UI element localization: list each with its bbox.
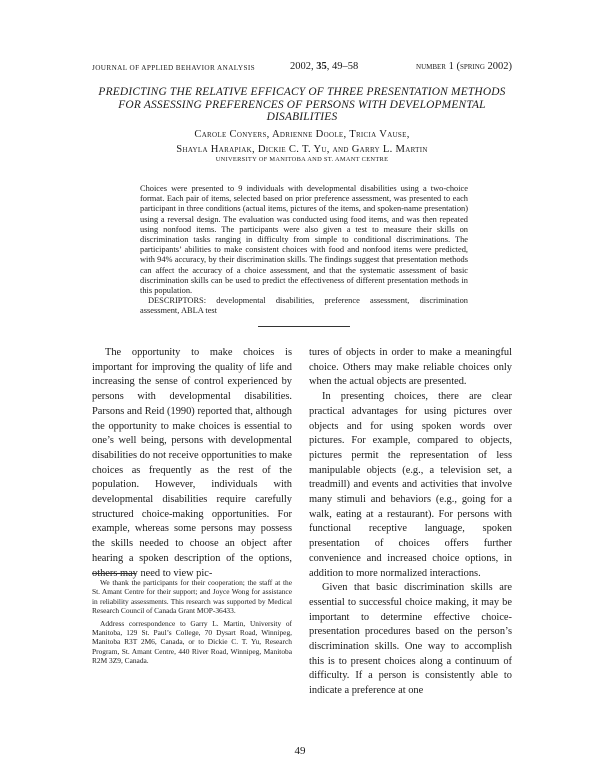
author-line-1: Carole Conyers, Adrienne Doole, Tricia Vause, <box>194 129 410 140</box>
body-column-left <box>92 346 292 581</box>
body-column-right <box>309 346 512 699</box>
descriptors: DESCRIPTORS: developmental disabilities, preference assessment, discrimination assessment, ABLA test <box>140 296 468 316</box>
body-paragraph: Given that basic discrimination skills are essential to successful choice making, it may be important to determine effective choice-presentation procedures based on the person’s discrimination skills. One way to accomplish this is to present choices along a continuum of difficulty. If a person is consistently able to indicate a preference at one <box>309 582 512 697</box>
section-divider <box>258 326 350 327</box>
journal-name: JOURNAL OF APPLIED BEHAVIOR ANALYSIS <box>92 64 256 72</box>
abstract-text: Choices were presented to 9 individuals with developmental disabilities using a two-choice format. Each pair of items, selected based on prior preference assessment, was presented to each participant in three conditions (actual items, pictures of the items, and spoken-name presentation) using a reversal design. The evaluation was conducted using food items, and was then repeated using nonfood items. The participants were also given a test to measure their skills on discrimination tasks ranging in difficulty from simple to conditional discriminations. The participants’ abilities to make consistent choices with food and nonfood items were predicted, with 94% accuracy, by their discrimination skills. The findings suggest that presentation methods can affect the accuracy of a choice assessment, and that the systematic assessment of basic discrimination skills can be used to predict the effectiveness of different presentation methods in this population. <box>140 184 468 296</box>
citation-volume: 35 <box>316 61 327 72</box>
article-title: PREDICTING THE RELATIVE EFFICACY OF THREE PRESENTATION METHODS FOR ASSESSING PREFERENCES OF PERSONS WITH DEVELOPMENTAL DISABILITIES <box>98 86 506 124</box>
author-line-2: Shayla Harapiak, Dickie C. T. Yu, and Garry L. Martin <box>176 144 428 155</box>
issue-info: number 1 (spring 2002) <box>416 61 512 72</box>
citation-pages: , 49–58 <box>326 61 359 72</box>
body-paragraph: In presenting choices, there are clear practical advantages for using pictures over objects and for using spoken words over pictures. For example, compared to objects, pictures permit the representation of less manipulable objects (e.g., a television set, a treadmill) and events and activities that involve many stimuli and behaviors (e.g., going for a walk, eating at a restaurant). For persons with functional receptive language, spoken presentation of choices offers further convenience and increased choice options, in addition to more normalized interactions. <box>309 391 512 579</box>
footnote-divider <box>92 573 136 574</box>
footnote-correspondence: Address correspondence to Garry L. Martin, University of Manitoba, 129 St. Paul’s College, 70 Dysart Road, Winnipeg, Manitoba R3T 2M6, Canada, or to Dickie C. T. Yu, Research Program, St. Amant Centre, 440 River Road, Winnipeg, Manitoba R2M 3Z9, Canada. <box>92 618 292 666</box>
body-paragraph: The opportunity to make choices is important for improving the quality of life and increasing the sense of control experienced by persons with developmental disabilities. Parsons and Reid (1990) reported that, although the opportunity to make choices is essential to one’s well being, persons with developmental disabilities do not receive opportunities to make choices as frequently as the rest of the population. However, individuals with developmental disabilities require carefully structured choice-making opportunities. For example, whereas some persons may possess the skills needed to choose an object after hearing a spoken description of the options, others may need to view pic- <box>92 347 292 579</box>
author-list <box>92 127 512 157</box>
affiliation: UNIVERSITY OF MANITOBA AND ST. AMANT CENTRE <box>215 156 389 163</box>
citation <box>290 61 358 72</box>
footnotes <box>92 578 292 669</box>
abstract <box>140 184 468 317</box>
body-paragraph: tures of objects in order to make a meaningful choice. Others may make reliable choices only when the actual objects are presented. <box>309 347 512 388</box>
citation-year: 2002, <box>290 61 317 72</box>
page-number: 49 <box>294 745 306 757</box>
footnote-acknowledgments: We thank the participants for their cooperation; the staff at the St. Amant Centre for their support; and Joyce Wong for assistance in reliability assessments. This research was supported by Medical Research Council of Canada Grant MOP-36433. <box>92 578 292 616</box>
